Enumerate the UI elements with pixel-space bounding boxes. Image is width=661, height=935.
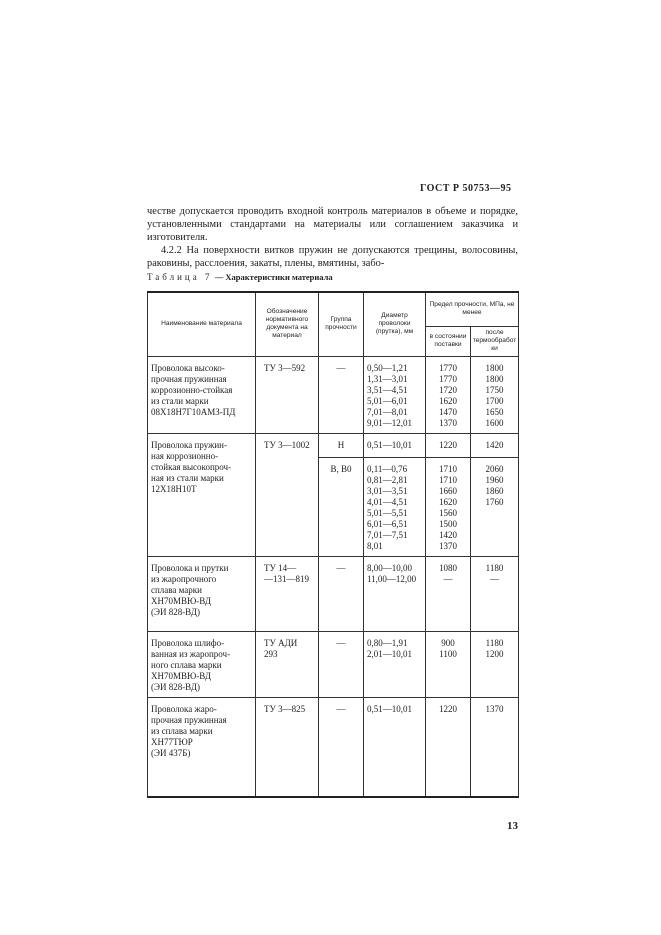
diameter-range: 0,80—1,91 2,01—10,01 (364, 631, 426, 697)
material-name: Проволока высоко- прочная пружинная коррозионно-стойкая из стали марки 08Х18Н7Г10АМЗ-ПД (148, 356, 256, 433)
strength-heat-treated: 1800 1800 1750 1700 1650 1600 (471, 356, 519, 433)
strength-heat-treated: 1180 — (471, 556, 519, 631)
table-row (148, 556, 519, 631)
header-name: Наименование материала (148, 292, 256, 356)
paragraph-4-2-2: 4.2.2 На поверхности витков пружин не допускаются трещины, волосовины, раковины, расслоения, закаты, плены, вмятины, забо- (147, 245, 518, 269)
material-name: Проволока и прутки из жаропрочного сплава марки ХН70МВЮ-ВД (ЭИ 828-ВД) (148, 556, 256, 631)
strength-group: — (319, 356, 364, 433)
document-ref: ТУ АДИ 293 (256, 631, 319, 697)
strength-heat-treated: 2060 1960 1860 1760 (471, 457, 519, 556)
page-content (147, 205, 518, 832)
diameter-range: 8,00—10,00 11,00—12,00 (364, 556, 426, 631)
strength-heat-treated: 1180 1200 (471, 631, 519, 697)
strength-group: Н (319, 433, 364, 457)
diameter-range: 0,51—10,01 (364, 433, 426, 457)
strength-heat-treated: 1420 (471, 433, 519, 457)
header-delivery: в состоянии поставки (426, 326, 471, 356)
strength-heat-treated: 1370 (471, 697, 519, 797)
header-heat: после термообработки (471, 326, 519, 356)
material-name: Проволока шлифо- ванная из жаропроч- ного сплава марки ХН70МВЮ-ВД (ЭИ 828-ВД) (148, 631, 256, 697)
paragraph: честве допускается проводить входной контроль материалов в объеме и порядке, установленными стандартами на материалы или соглашением заказчика и изготовителя. (147, 206, 518, 243)
strength-delivery: 1220 (426, 697, 471, 797)
strength-group: В, В0 (319, 457, 364, 556)
table-label: Таблица 7 (147, 272, 213, 282)
document-ref: ТУ 3—592 (256, 356, 319, 433)
diameter-range: 0,11—0,76 0,81—2,81 3,01—3,51 4,01—4,51 5,01—5,51 6,01—6,51 7,01—7,51 8,01 (364, 457, 426, 556)
header-doc: Обозначение нормативного документа на материал (256, 292, 319, 356)
table-caption (147, 271, 518, 283)
header-strength: Предел прочности, МПа, не менее (426, 292, 519, 326)
strength-delivery: 1220 (426, 433, 471, 457)
strength-delivery: 1710 1710 1660 1620 1560 1500 1420 1370 (426, 457, 471, 556)
strength-group: — (319, 631, 364, 697)
table-row (148, 433, 519, 457)
table-row (148, 356, 519, 433)
strength-group: — (319, 697, 364, 797)
diameter-range: 0,50—1,21 1,31—3,01 3,51—4,51 5,01—6,01 7,01—8,01 9,01—12,01 (364, 356, 426, 433)
header-group: Группа прочности (319, 292, 364, 356)
diameter-range: 0,51—10,01 (364, 697, 426, 797)
table-row (148, 697, 519, 797)
material-table (147, 291, 519, 798)
strength-group: — (319, 556, 364, 631)
standard-number: ГОСТ Р 50753—95 (420, 183, 512, 194)
header-diameter: Диаметр проволоки (прутка), мм (364, 292, 426, 356)
page-number: 13 (507, 820, 518, 832)
body-text (147, 205, 518, 270)
document-ref: ТУ 14— —131—819 (256, 556, 319, 631)
material-name: Проволока пружин- ная коррозионно- стойкая высокопроч- ная из стали марки 12Х18Н10Т (148, 433, 256, 556)
document-ref: ТУ 3—1002 (256, 433, 319, 556)
document-ref: ТУ 3—825 (256, 697, 319, 797)
strength-delivery: 1080 — (426, 556, 471, 631)
table-title: — Характеристики материала (214, 272, 333, 282)
table-row (148, 631, 519, 697)
strength-delivery: 1770 1770 1720 1620 1470 1370 (426, 356, 471, 433)
strength-delivery: 900 1100 (426, 631, 471, 697)
material-name: Проволока жаро- прочная пружинная из сплава марки ХН77ТЮР (ЭИ 437Б) (148, 697, 256, 797)
